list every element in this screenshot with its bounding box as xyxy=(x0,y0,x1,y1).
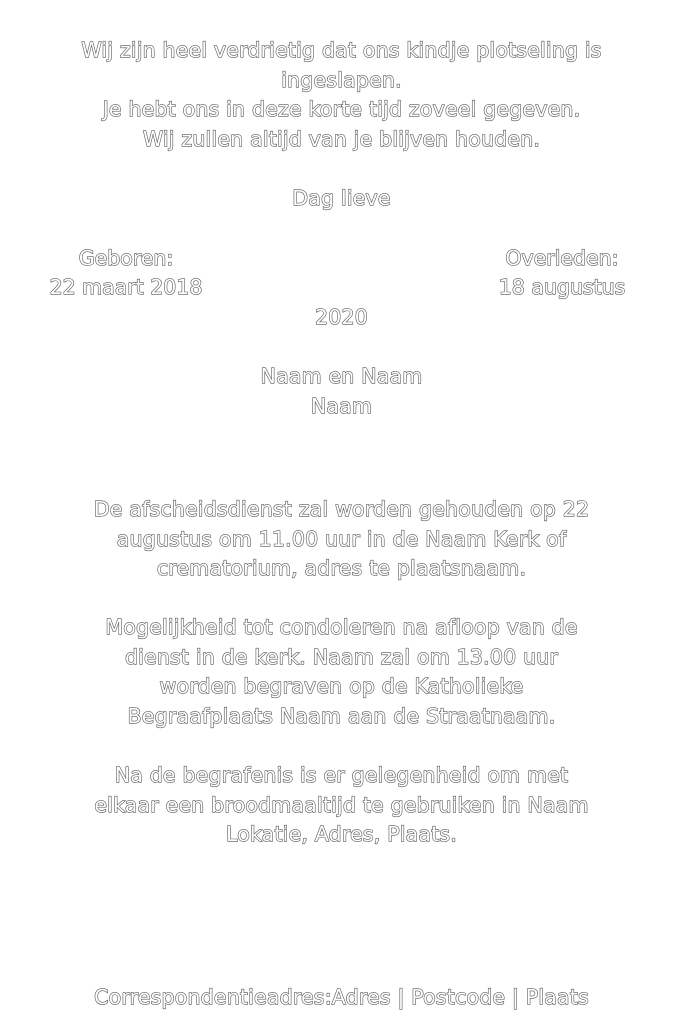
parents-line-2: Naam xyxy=(310,394,373,418)
condolence-line-4: Begraafplaats Naam aan de Straatnaam. xyxy=(127,704,556,728)
condolence-line-3: worden begraven op de Katholieke xyxy=(159,674,524,698)
died-label: Overleden: xyxy=(505,246,619,270)
died-year: 2020 xyxy=(315,305,368,329)
intro-line-4: Wij zullen altijd van je blijven houden. xyxy=(142,127,541,151)
intro-line-1: Wij zijn heel verdrietig dat ons kindje plotseling is xyxy=(81,38,602,62)
parents-line-1: Naam en Naam xyxy=(260,364,423,388)
born-label: Geboren: xyxy=(78,246,174,270)
correspondence-address: Correspondentieadres:Adres | Postcode | Plaats xyxy=(94,985,589,1009)
condolence-line-1: Mogelijkheid tot condoleren na afloop van de xyxy=(105,615,578,639)
intro-line-3: Je hebt ons in deze korte tijd zoveel gegeven. xyxy=(102,97,581,121)
died-date: 18 augustus xyxy=(498,275,626,299)
born-date: 22 maart 2018 xyxy=(49,275,203,299)
reception-line-2: elkaar een broodmaaltijd te gebruiken in Naam xyxy=(94,793,589,817)
condolence-line-2: dienst in de kerk. Naam zal om 13.00 uur xyxy=(124,645,559,669)
service-line-3: crematorium, adres te plaatsnaam. xyxy=(156,556,527,580)
reception-line-1: Na de begrafenis is er gelegenheid om met xyxy=(114,763,569,787)
farewell-text: Dag lieve xyxy=(292,186,391,210)
service-line-2: augustus om 11.00 uur in de Naam Kerk of xyxy=(116,527,567,551)
reception-line-3: Lokatie, Adres, Plaats. xyxy=(225,822,458,846)
service-line-1: De afscheidsdienst zal worden gehouden op 22 xyxy=(93,497,590,521)
intro-line-2: ingeslapen. xyxy=(281,68,402,92)
